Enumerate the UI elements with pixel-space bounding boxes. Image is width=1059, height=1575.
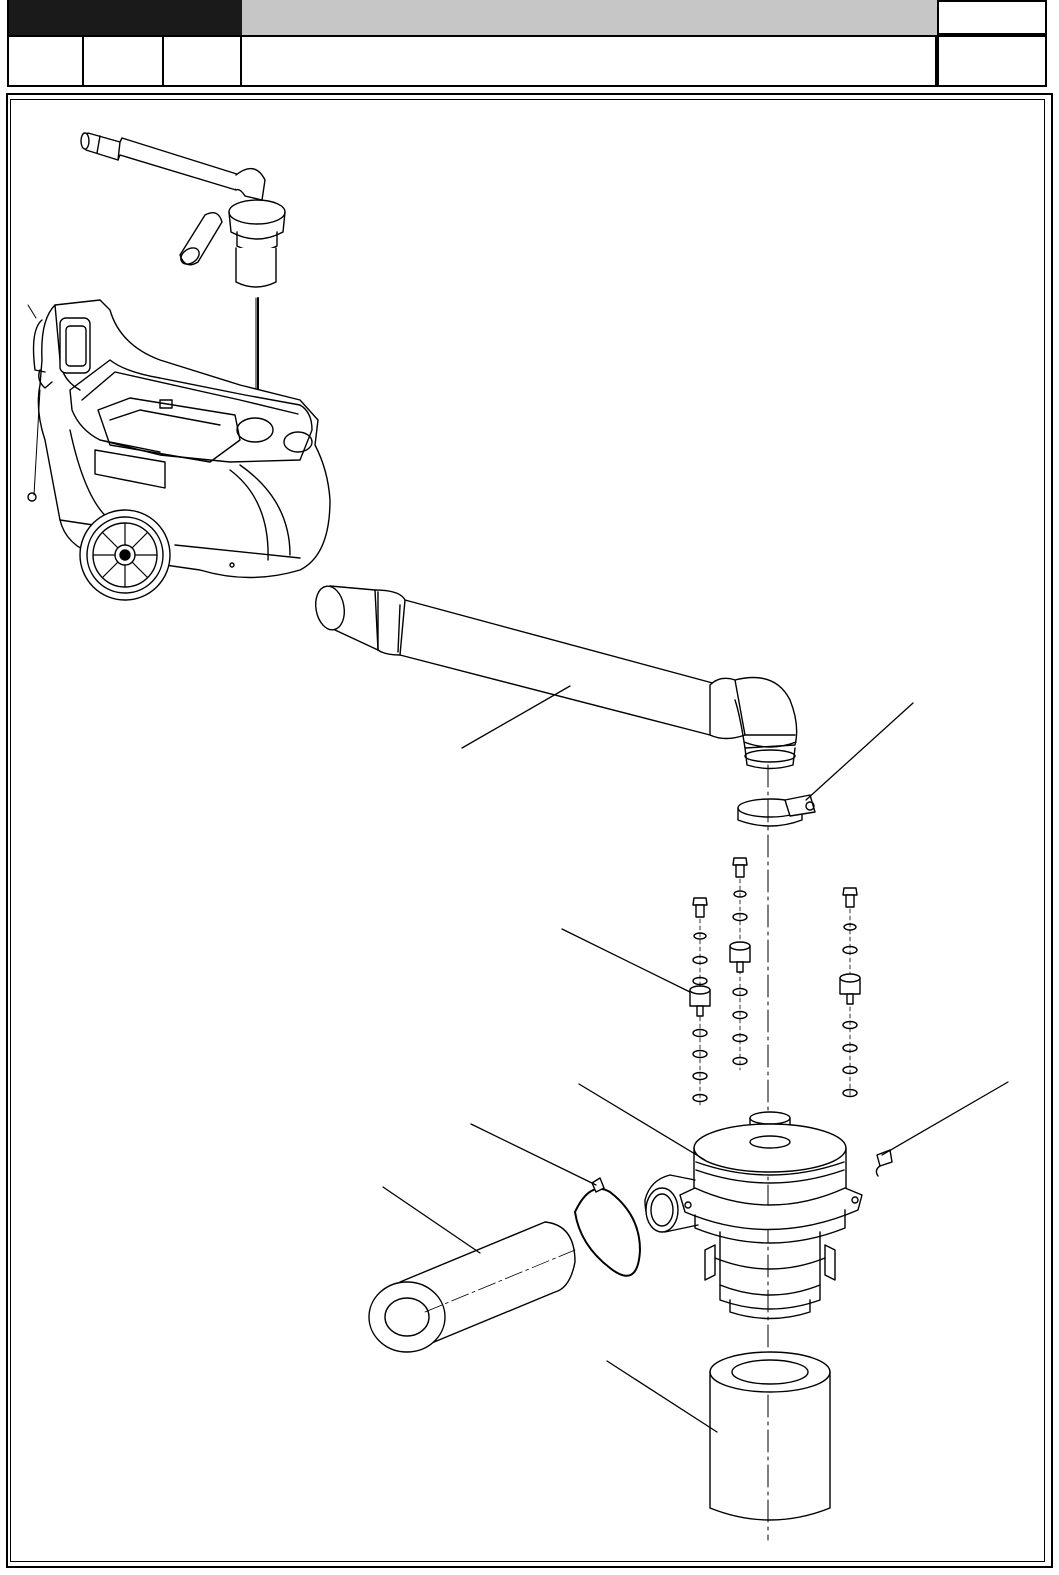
leader-line-filter-sleeve [383, 1187, 480, 1253]
leader-line-hose [462, 686, 570, 748]
vacuum-hose-tube [312, 584, 796, 769]
hardware-stack-center [730, 858, 750, 1070]
leader-line-spacer [562, 929, 690, 992]
leader-line-clamp [806, 703, 913, 800]
leader-line-motor [579, 1084, 705, 1160]
hardware-stack-left [690, 898, 710, 1105]
filter-sleeve-bottom [710, 1352, 830, 1520]
hose-clamp [738, 795, 815, 826]
retaining-ring [575, 1178, 640, 1276]
filter-sleeve-horizontal [369, 1222, 575, 1352]
leader-line-filter-bottom [607, 1361, 717, 1432]
thumbnail-vacuum-assembly [81, 133, 285, 287]
machine-cart-body [28, 300, 330, 600]
hardware-stack-right [840, 888, 860, 1097]
leader-line-ring [471, 1124, 596, 1185]
leader-line-clip [882, 1082, 1008, 1155]
